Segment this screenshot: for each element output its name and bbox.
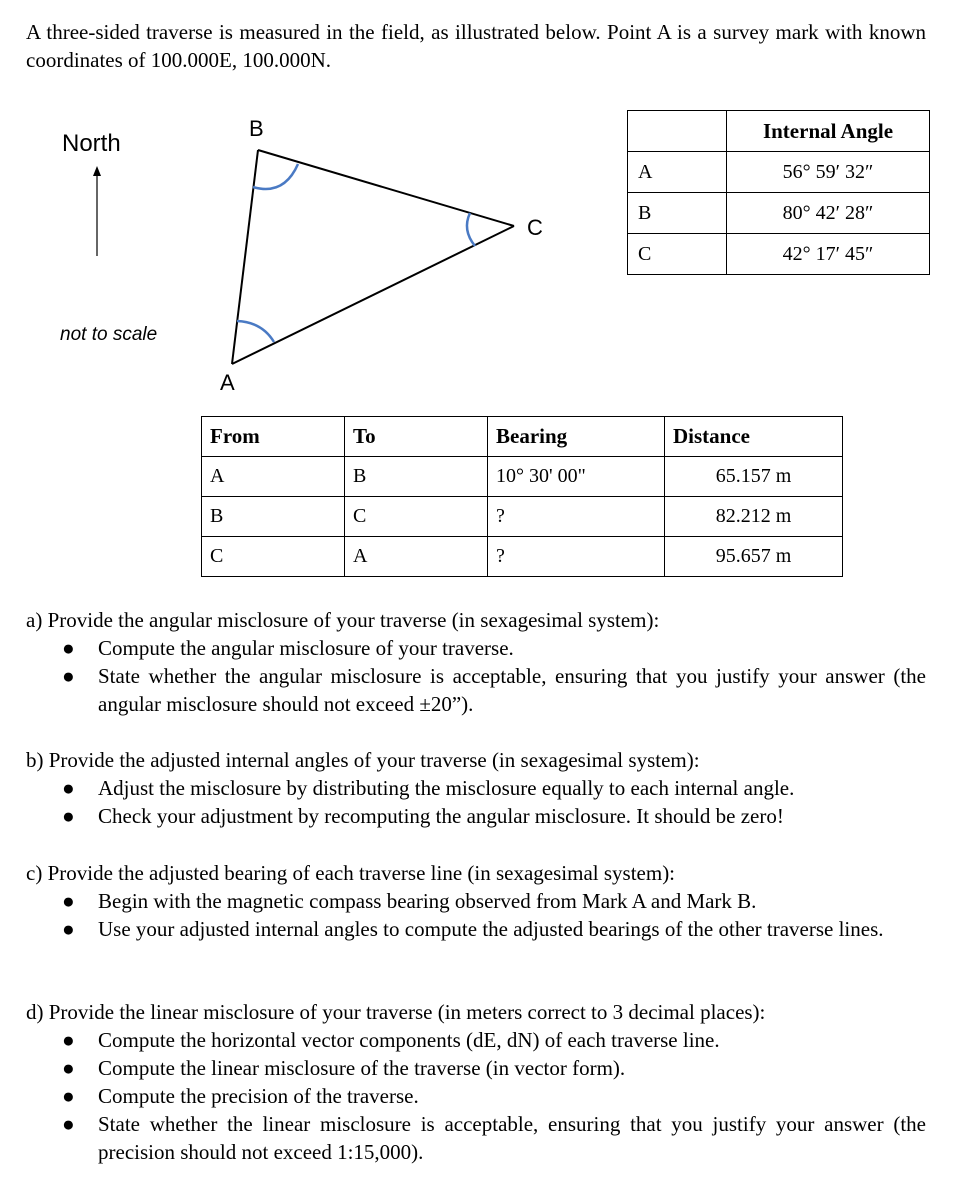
list-item bbox=[26, 662, 926, 718]
traverse-line-ab bbox=[232, 150, 258, 364]
angle-arc-b bbox=[253, 164, 298, 189]
list-item-text: Compute the precision of the traverse. bbox=[98, 1084, 419, 1108]
angle-cell: 80° 42′ 28″ bbox=[727, 193, 930, 234]
question-b bbox=[26, 746, 926, 830]
bullet-icon: ● bbox=[62, 1028, 75, 1052]
north-arrowhead-icon bbox=[93, 166, 101, 176]
to-cell: A bbox=[345, 537, 488, 577]
point-cell: A bbox=[628, 152, 727, 193]
question-d bbox=[26, 998, 926, 1166]
list-item-text: State whether the linear misclosure is acceptable, ensuring that you justify your answer (the precision should not exceed 1:15,000). bbox=[98, 1112, 926, 1164]
to-cell: C bbox=[345, 497, 488, 537]
bearing-header: Bearing bbox=[488, 417, 665, 457]
question-c-title: c) Provide the adjusted bearing of each traverse line (in sexagesimal system): bbox=[26, 861, 676, 885]
point-cell: C bbox=[628, 234, 727, 275]
to-header: To bbox=[345, 417, 488, 457]
bullet-icon: ● bbox=[62, 776, 75, 800]
point-a-label: A bbox=[220, 370, 235, 395]
traverse-table bbox=[201, 416, 843, 577]
list-item-text: State whether the angular misclosure is acceptable, ensuring that you justify your answer (the angular misclosure should not exceed ±20”). bbox=[98, 664, 926, 716]
angle-cell: 42° 17′ 45″ bbox=[727, 234, 930, 275]
table-row bbox=[202, 497, 843, 537]
table-header-row bbox=[202, 417, 843, 457]
list-item-text: Adjust the misclosure by distributing the misclosure equally to each internal angle. bbox=[98, 776, 795, 800]
question-d-title: d) Provide the linear misclosure of your traverse (in meters correct to 3 decimal places): bbox=[26, 1000, 766, 1024]
to-cell: B bbox=[345, 457, 488, 497]
internal-angle-header: Internal Angle bbox=[727, 111, 930, 152]
internal-angle-table bbox=[627, 110, 930, 275]
scale-note: not to scale bbox=[60, 324, 158, 345]
distance-cell: 65.157 m bbox=[665, 457, 843, 497]
question-a-title: a) Provide the angular misclosure of your traverse (in sexagesimal system): bbox=[26, 608, 660, 632]
bullet-icon: ● bbox=[62, 917, 75, 941]
bullet-icon: ● bbox=[62, 1056, 75, 1080]
bullet-icon: ● bbox=[62, 664, 75, 688]
distance-cell: 95.657 m bbox=[665, 537, 843, 577]
bullet-icon: ● bbox=[62, 1112, 75, 1136]
question-c bbox=[26, 859, 926, 943]
table-row bbox=[202, 537, 843, 577]
list-item bbox=[26, 915, 926, 943]
list-item-text: Use your adjusted internal angles to compute the adjusted bearings of the other traverse lines. bbox=[98, 917, 884, 941]
bullet-icon: ● bbox=[62, 636, 75, 660]
distance-header: Distance bbox=[665, 417, 843, 457]
question-a bbox=[26, 606, 926, 718]
angle-arc-c bbox=[467, 213, 475, 246]
table-row bbox=[628, 193, 930, 234]
list-item-text: Compute the horizontal vector components (dE, dN) of each traverse line. bbox=[98, 1028, 720, 1052]
traverse-line-ca bbox=[232, 226, 514, 364]
point-cell: B bbox=[628, 193, 727, 234]
point-c-label: C bbox=[527, 215, 543, 240]
table-corner-cell bbox=[628, 111, 727, 152]
from-cell: C bbox=[202, 537, 345, 577]
list-item bbox=[26, 1110, 926, 1166]
point-b-label: B bbox=[249, 116, 264, 141]
angle-cell: 56° 59′ 32″ bbox=[727, 152, 930, 193]
table-header-row bbox=[628, 111, 930, 152]
list-item-text: Compute the angular misclosure of your traverse. bbox=[98, 636, 514, 660]
list-item-text: Check your adjustment by recomputing the angular misclosure. It should be zero! bbox=[98, 804, 784, 828]
distance-cell: 82.212 m bbox=[665, 497, 843, 537]
list-item-text: Compute the linear misclosure of the traverse (in vector form). bbox=[98, 1056, 626, 1080]
table-row bbox=[202, 457, 843, 497]
bearing-cell: ? bbox=[488, 497, 665, 537]
from-header: From bbox=[202, 417, 345, 457]
bearing-cell: ? bbox=[488, 537, 665, 577]
bullet-icon: ● bbox=[62, 1084, 75, 1108]
list-item bbox=[26, 1026, 926, 1054]
from-cell: A bbox=[202, 457, 345, 497]
list-item bbox=[26, 634, 926, 662]
table-row bbox=[628, 152, 930, 193]
list-item bbox=[26, 802, 926, 830]
list-item bbox=[26, 1054, 926, 1082]
list-item-text: Begin with the magnetic compass bearing observed from Mark A and Mark B. bbox=[98, 889, 757, 913]
list-item bbox=[26, 1082, 926, 1110]
traverse-line-bc bbox=[258, 150, 514, 226]
bullet-icon: ● bbox=[62, 889, 75, 913]
angle-arc-a bbox=[237, 321, 274, 342]
list-item bbox=[26, 887, 926, 915]
intro-paragraph: A three-sided traverse is measured in the field, as illustrated below. Point A is a survey mark with known coordinates of 100.000E, 100.000N. bbox=[26, 20, 926, 72]
bullet-icon: ● bbox=[62, 804, 75, 828]
list-item bbox=[26, 774, 926, 802]
bearing-cell: 10° 30' 00" bbox=[488, 457, 665, 497]
from-cell: B bbox=[202, 497, 345, 537]
north-label: North bbox=[62, 130, 121, 157]
table-row bbox=[628, 234, 930, 275]
question-b-title: b) Provide the adjusted internal angles of your traverse (in sexagesimal system): bbox=[26, 748, 700, 772]
